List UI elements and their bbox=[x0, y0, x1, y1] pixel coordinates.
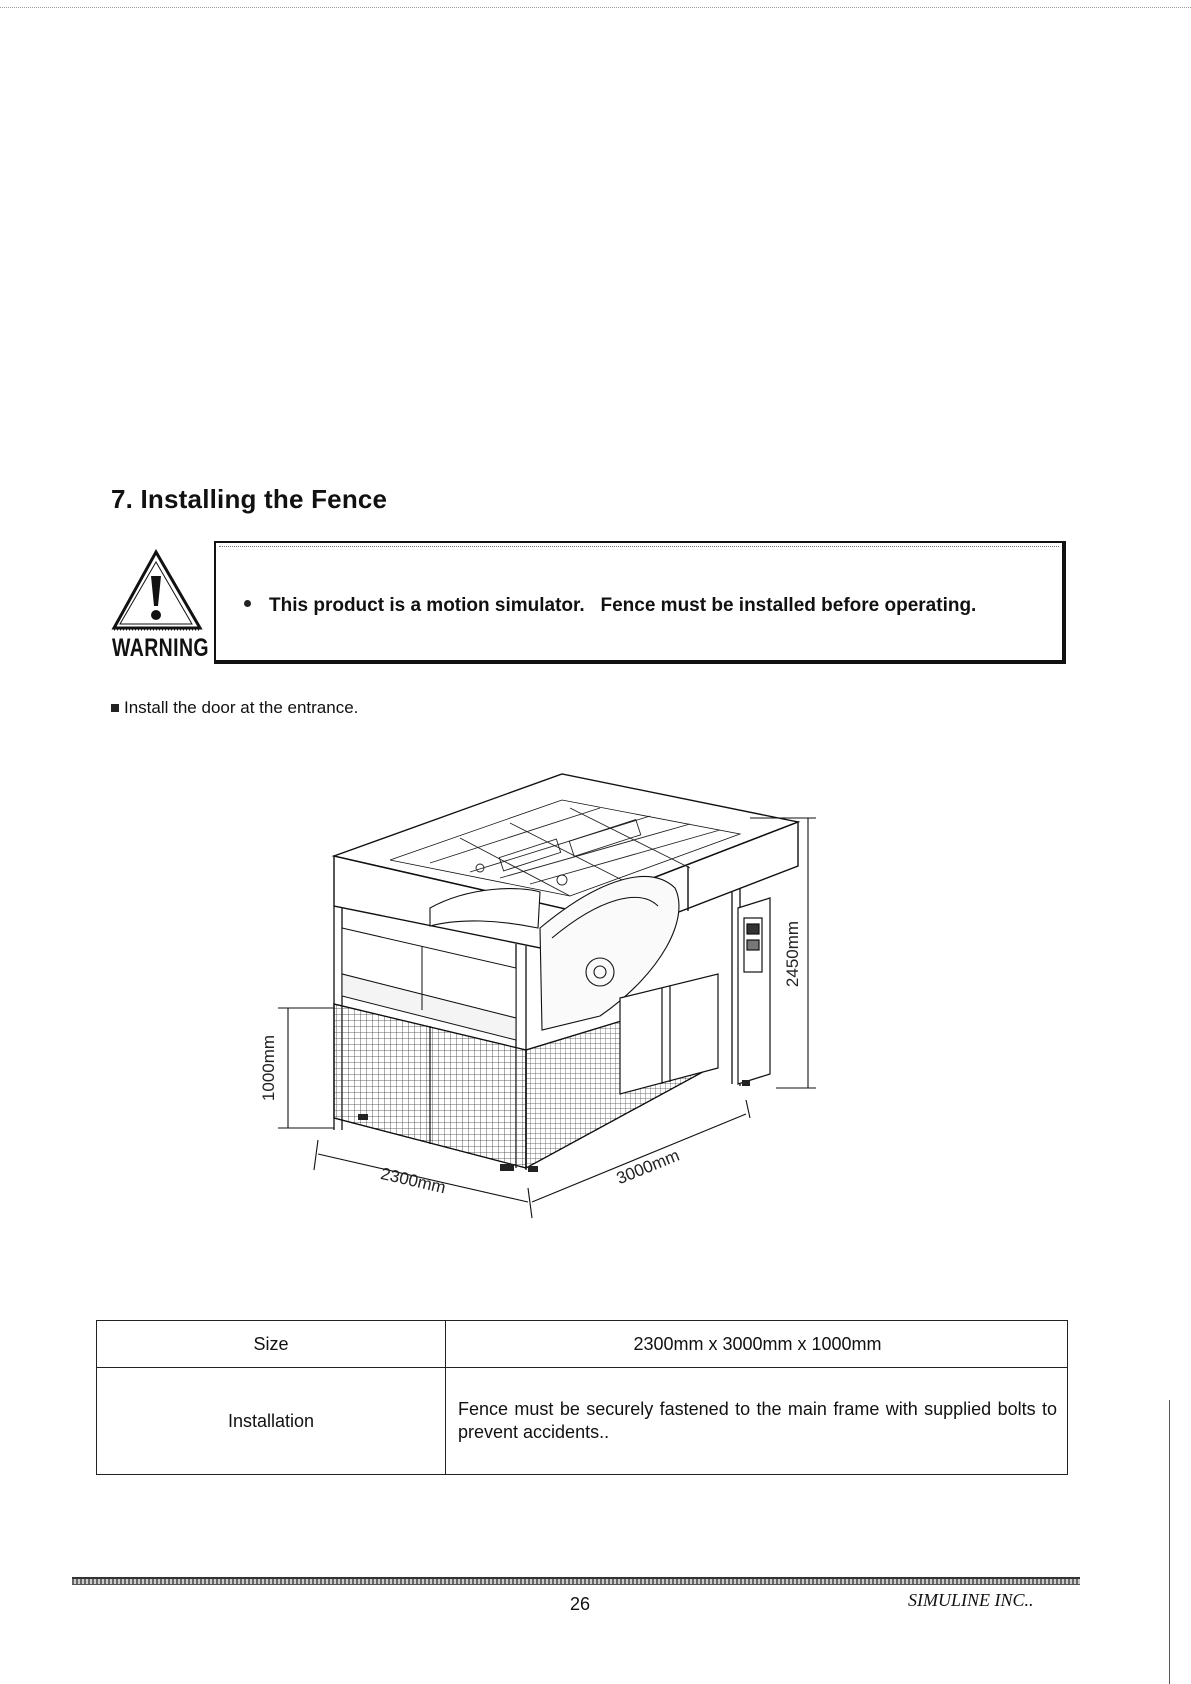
top-dotted-rule bbox=[0, 7, 1191, 8]
scan-edge-line bbox=[1169, 1400, 1170, 1684]
spec-value-size: 2300mm x 3000mm x 1000mm bbox=[446, 1321, 1068, 1368]
entrance-door bbox=[620, 974, 718, 1094]
table-row bbox=[97, 1321, 1068, 1368]
dim-fence-height-label: 1000mm bbox=[259, 1034, 278, 1102]
page-number: 26 bbox=[570, 1594, 591, 1614]
dim-depth-label: 3000mm bbox=[613, 1145, 683, 1189]
spec-table bbox=[96, 1320, 1068, 1475]
spec-value-installation: Fence must be securely fastened to the main frame with supplied bolts to prevent accidents.. bbox=[446, 1368, 1068, 1475]
spec-label-installation: Installation bbox=[97, 1368, 446, 1475]
bullet-dot-icon bbox=[244, 600, 251, 607]
warning-message-text: This product is a motion simulator. Fence must be installed before operating. bbox=[269, 595, 977, 616]
roof-frame bbox=[430, 808, 720, 896]
spec-label-size: Size bbox=[97, 1321, 446, 1368]
install-note bbox=[111, 698, 358, 718]
warning-box bbox=[214, 541, 1066, 664]
section-title: 7. Installing the Fence bbox=[111, 484, 388, 514]
company-name: SIMULINE INC.. bbox=[908, 1590, 1034, 1610]
dim-total-height-label: 2450mm bbox=[783, 920, 802, 988]
warning-message bbox=[244, 595, 976, 617]
footer-rule bbox=[72, 1577, 1080, 1585]
warning-label: WARNING bbox=[112, 634, 209, 662]
dim-width-label: 2300mm bbox=[378, 1163, 448, 1198]
fence-diagram bbox=[259, 768, 880, 1248]
control-cabinet bbox=[738, 898, 770, 1084]
square-bullet-icon bbox=[111, 704, 119, 712]
table-row bbox=[97, 1368, 1068, 1475]
install-note-text: Install the door at the entrance. bbox=[124, 698, 359, 717]
